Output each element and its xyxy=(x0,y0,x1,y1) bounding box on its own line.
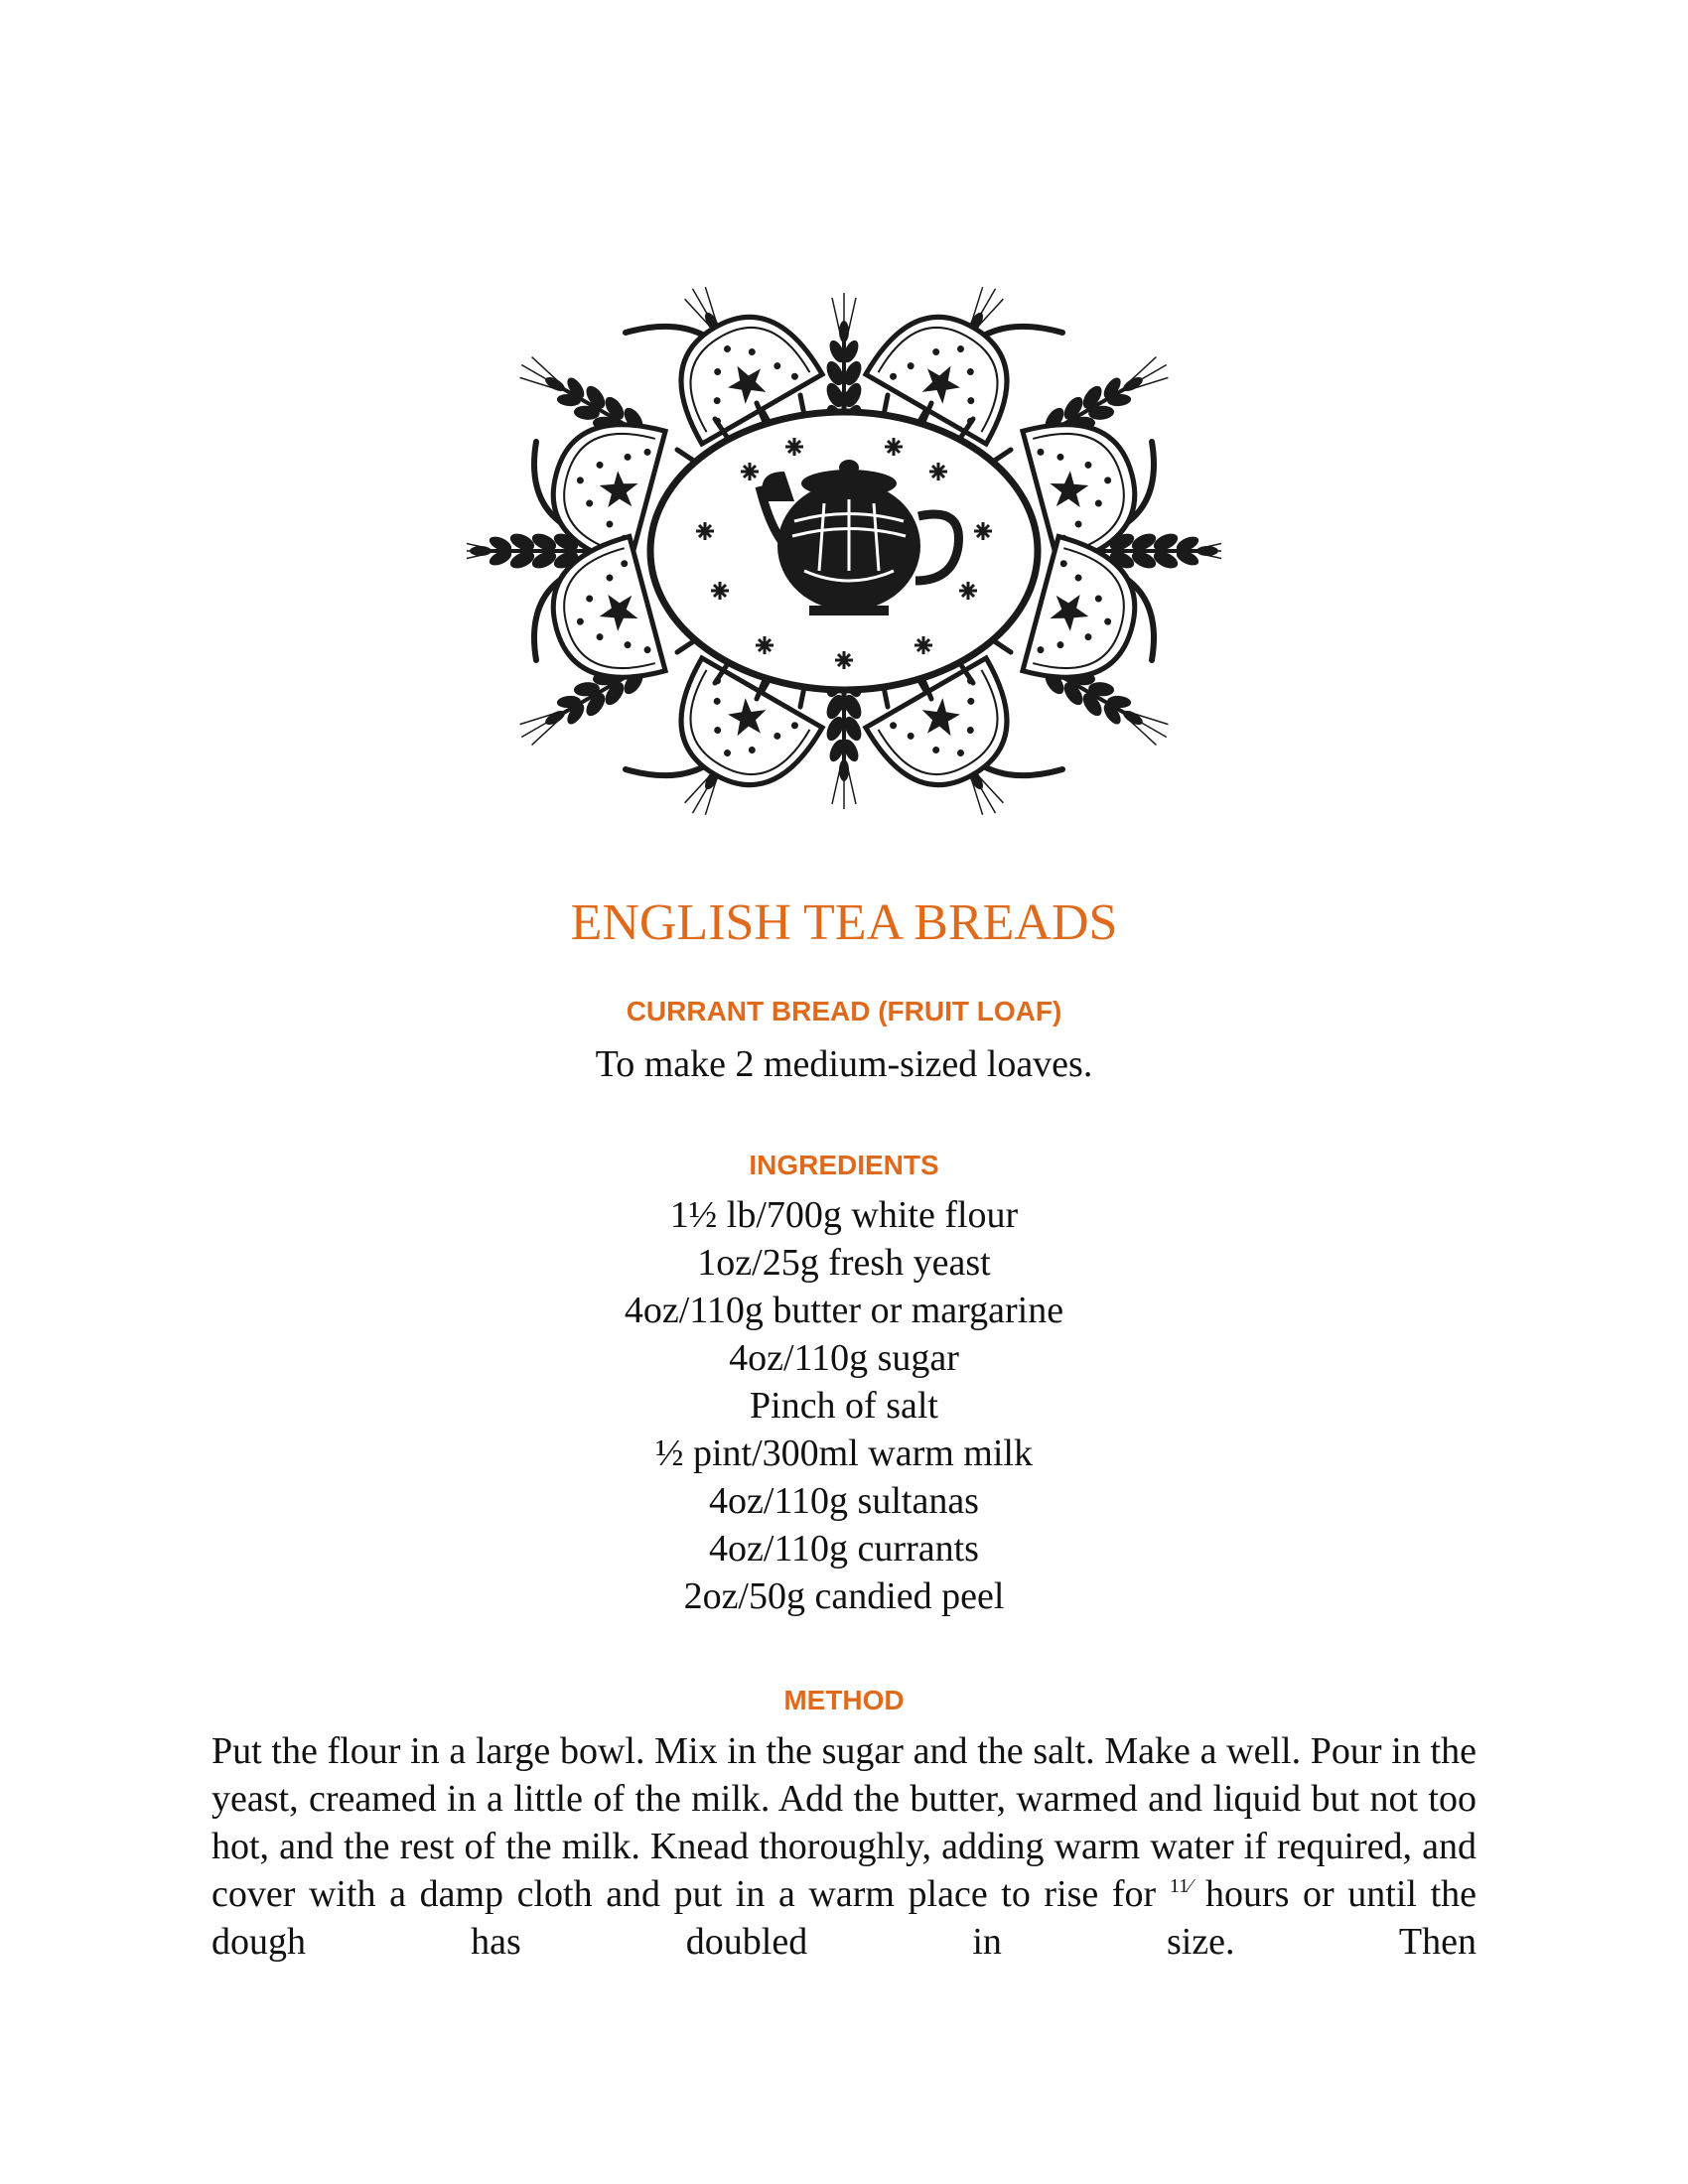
teapot-wheat-ornament-icon xyxy=(467,273,1221,829)
method-text-part: Put the flour in a large bowl. Mix in the sugar and the salt. Make a well. Pour in the yeast, creamed in a little of the milk. Add the butter, warmed and liquid but not too hot, and the rest of the milk. Knead thoroughly, adding warm water if required, and cover with a damp cloth and put in a warm place to rise for xyxy=(211,1730,1477,1915)
ingredient-item: 4oz/110g sugar xyxy=(729,1337,959,1379)
ingredients-list xyxy=(0,1191,1688,1620)
recipe-subtitle: CURRANT BREAD (FRUIT LOAF) xyxy=(626,996,1062,1026)
ingredient-item: 2oz/50g candied peel xyxy=(683,1575,1005,1617)
method-text xyxy=(211,1727,1477,1966)
ingredient-item: 4oz/110g sultanas xyxy=(709,1480,979,1522)
ingredient-item: Pinch of salt xyxy=(750,1385,938,1427)
page-title: ENGLISH TEA BREADS xyxy=(570,894,1118,951)
ingredient-item: 1½ lb/700g white flour xyxy=(669,1194,1019,1236)
method-heading: METHOD xyxy=(783,1685,905,1715)
ingredients-heading: INGREDIENTS xyxy=(749,1150,939,1180)
ingredient-item: 4oz/110g currants xyxy=(709,1528,979,1570)
ingredient-item: 1oz/25g fresh yeast xyxy=(697,1242,991,1284)
method-text-part: hours or until the dough has doubled in size. Then xyxy=(211,1873,1477,1963)
ingredient-item: 4oz/110g butter or margarine xyxy=(624,1290,1064,1331)
recipe-yield: To make 2 medium-sized loaves. xyxy=(595,1043,1093,1085)
ingredient-item: ½ pint/300ml warm milk xyxy=(655,1433,1033,1474)
method-fraction: 11⁄ xyxy=(1169,1875,1193,1897)
